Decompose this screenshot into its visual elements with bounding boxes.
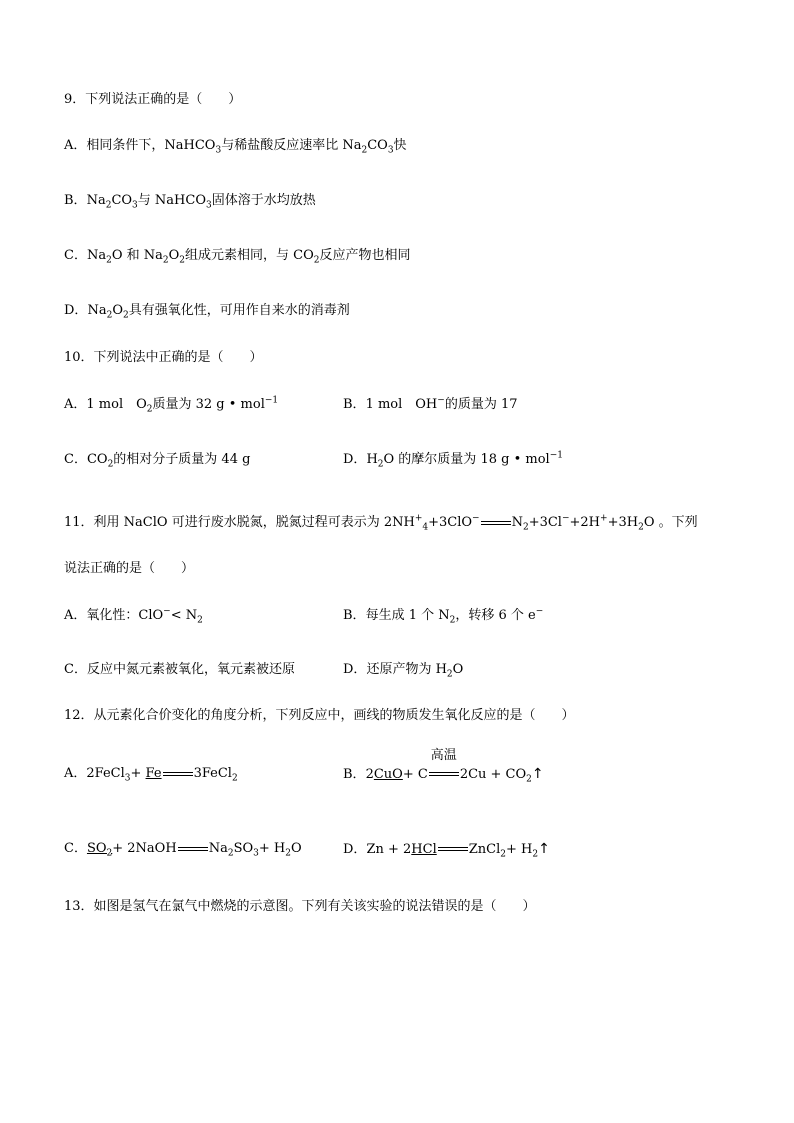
question-11-option-b <box>343 607 543 625</box>
subscript: 2 <box>107 459 114 470</box>
question-10-option-c <box>64 451 250 469</box>
option-label: C． <box>64 452 87 467</box>
option-label: C． <box>64 662 87 677</box>
subscript: 3 <box>124 773 131 784</box>
option-text: 的相对分子质量为 44 g <box>113 452 251 467</box>
subscript: 2 <box>197 615 203 626</box>
superscript: − <box>163 606 171 617</box>
underlined-substance: CuO <box>373 767 403 782</box>
option-text: O <box>168 248 180 263</box>
superscript: − <box>561 513 570 524</box>
option-text: CO <box>86 452 108 467</box>
superscript: + <box>600 513 608 524</box>
underlined-substance <box>86 841 113 859</box>
subscript: 4 <box>422 522 429 533</box>
question-12-stem: 12．从元素化合价变化的角度分析，下列反应中，画线的物质发生氧化反应的是（ ） <box>64 708 575 723</box>
subscript: 2 <box>361 145 368 156</box>
question-11-option-d <box>343 661 463 679</box>
option-text: 相同条件下，NaHCO <box>86 138 216 153</box>
subscript: 2 <box>313 255 320 266</box>
option-text: CO <box>367 138 388 153</box>
option-text: 具有强氧化性，可用作自来水的消毒剂 <box>128 303 350 318</box>
option-label: A． <box>64 138 87 153</box>
underlined-substance: Fe <box>145 766 162 781</box>
subscript: 2 <box>377 459 384 470</box>
subscript: 2 <box>446 669 453 680</box>
option-label: D． <box>343 842 367 857</box>
option-label: A． <box>64 608 87 623</box>
option-label: B． <box>64 193 87 208</box>
subscript: 2 <box>231 773 238 784</box>
option-text: 反应产物也相同 <box>319 248 411 263</box>
subscript: 2 <box>638 522 644 533</box>
option-text: Na <box>86 248 107 263</box>
stem-text: O 。下列 <box>643 515 698 530</box>
option-text: + H <box>505 842 533 857</box>
stem-text: 11．利用 NaClO 可进行废水脱氮，脱氮过程可表示为 2NH <box>64 515 415 530</box>
option-label: C． <box>64 248 87 263</box>
option-text: + C <box>402 767 428 782</box>
stem-text: +3H <box>607 515 639 530</box>
option-text: 质量为 32 g • mol <box>152 397 265 412</box>
option-label: B． <box>343 608 366 623</box>
underlined-substance: HCl <box>411 842 437 857</box>
option-text: 反应中氮元素被氧化，氧元素被还原 <box>86 662 295 677</box>
gas-arrow-icon: ↑ <box>538 841 550 857</box>
superscript: − <box>437 395 445 406</box>
question-9-option-a <box>64 137 407 155</box>
question-12-option-a <box>64 765 238 783</box>
option-text: 2Cu + CO <box>459 767 527 782</box>
question-9-stem: 9．下列说法正确的是（ ） <box>64 92 242 107</box>
option-text: + <box>130 766 146 781</box>
option-text: 与 NaHCO <box>137 193 206 208</box>
superscript: −1 <box>264 395 279 406</box>
superscript: + <box>414 513 423 524</box>
question-11-option-a <box>64 607 203 625</box>
option-text: Zn + 2 <box>366 842 412 857</box>
question-9-option-c <box>64 247 411 265</box>
option-text: Na <box>86 193 106 208</box>
option-label: B． <box>343 397 366 412</box>
subscript: 2 <box>105 200 112 211</box>
option-label: D． <box>343 662 367 677</box>
question-12-option-b <box>343 748 544 785</box>
subscript: 2 <box>106 255 112 266</box>
subscript: 3 <box>132 200 138 211</box>
equals-sign <box>162 765 194 783</box>
question-9-option-d <box>64 302 350 320</box>
subscript: 2 <box>500 849 506 860</box>
question-10-option-b <box>343 396 518 414</box>
option-text: 组成元素相同，与 CO <box>185 248 314 263</box>
stem-text: +2H <box>569 515 601 530</box>
equals-sign-with-condition <box>428 748 460 783</box>
option-label: C． <box>64 841 87 856</box>
reaction-condition: 高温 <box>430 748 457 763</box>
subscript: 2 <box>106 848 113 859</box>
option-text: 2 <box>365 767 374 782</box>
superscript: − <box>472 513 480 524</box>
equals-sign <box>437 840 469 858</box>
option-text: H <box>366 452 378 467</box>
option-text: O <box>290 841 302 856</box>
option-text: 1 mol OH <box>365 397 438 412</box>
option-text: 还原产物为 H <box>366 662 447 677</box>
subscript: 2 <box>526 774 532 785</box>
question-9-option-b <box>64 192 316 210</box>
subscript: 2 <box>227 848 234 859</box>
option-text: 3FeCl <box>193 766 232 781</box>
option-text: 与稀盐酸反应速率比 Na <box>221 138 362 153</box>
option-label: A． <box>64 397 87 412</box>
option-text: ，转移 6 个 e <box>455 608 536 623</box>
option-label: B． <box>343 767 366 782</box>
option-text: Na <box>87 303 107 318</box>
option-text: 每生成 1 个 N <box>365 608 450 623</box>
option-text: 快 <box>393 138 407 153</box>
subscript: 2 <box>106 310 113 321</box>
formula-text: SO <box>86 841 107 856</box>
option-text: O <box>112 303 123 318</box>
option-text: + H <box>258 841 286 856</box>
option-text: 的质量为 17 <box>444 397 518 412</box>
question-11-option-c <box>64 661 295 679</box>
subscript: 3 <box>215 145 222 156</box>
equals-sign <box>177 840 209 858</box>
option-text: + 2NaOH <box>112 841 177 856</box>
question-13-stem: 13．如图是氢气在氯气中燃烧的示意图。下列有关该实验的说法错误的是（ ） <box>64 899 536 914</box>
option-text: CO <box>111 193 133 208</box>
question-10-option-a <box>64 396 278 414</box>
option-label: A． <box>64 766 87 781</box>
option-text: Na <box>208 841 228 856</box>
question-11-stem <box>64 514 698 532</box>
option-text: < N <box>170 608 198 623</box>
subscript: 2 <box>285 848 291 859</box>
subscript: 2 <box>122 310 129 321</box>
option-text: O <box>452 662 464 677</box>
option-label: D． <box>64 303 88 318</box>
question-10-stem: 10．下列说法中正确的是（ ） <box>64 350 263 365</box>
subscript: 2 <box>522 522 529 533</box>
subscript: 2 <box>162 255 169 266</box>
gas-arrow-icon: ↑ <box>531 766 544 782</box>
subscript: 2 <box>179 255 186 266</box>
option-text: 2FeCl <box>86 766 125 781</box>
subscript: 3 <box>205 200 212 211</box>
subscript: 2 <box>146 404 153 415</box>
option-text: 氧化性：ClO <box>86 608 164 623</box>
question-10-option-d <box>343 451 563 469</box>
superscript: −1 <box>549 450 563 461</box>
stem-text: +3Cl <box>528 515 562 530</box>
superscript: − <box>535 606 544 617</box>
option-text: 固体溶于水均放热 <box>211 193 316 208</box>
subscript: 2 <box>532 849 539 860</box>
option-text: ZnCl <box>468 842 501 857</box>
option-text: O 的摩尔质量为 18 g • mol <box>383 452 550 467</box>
subscript: 2 <box>449 615 456 626</box>
option-text: 1 mol O <box>86 397 147 412</box>
subscript: 3 <box>387 145 394 156</box>
question-11-stem-continued: 说法正确的是（ ） <box>64 561 195 576</box>
equals-sign <box>480 514 512 532</box>
question-12-option-c <box>64 840 302 858</box>
option-label: D． <box>343 452 367 467</box>
option-text: O 和 Na <box>111 248 163 263</box>
subscript: 3 <box>253 848 259 859</box>
stem-text: +3ClO <box>428 515 473 530</box>
stem-text: N <box>511 515 523 530</box>
question-12-option-d <box>343 840 550 859</box>
option-text: SO <box>233 841 254 856</box>
